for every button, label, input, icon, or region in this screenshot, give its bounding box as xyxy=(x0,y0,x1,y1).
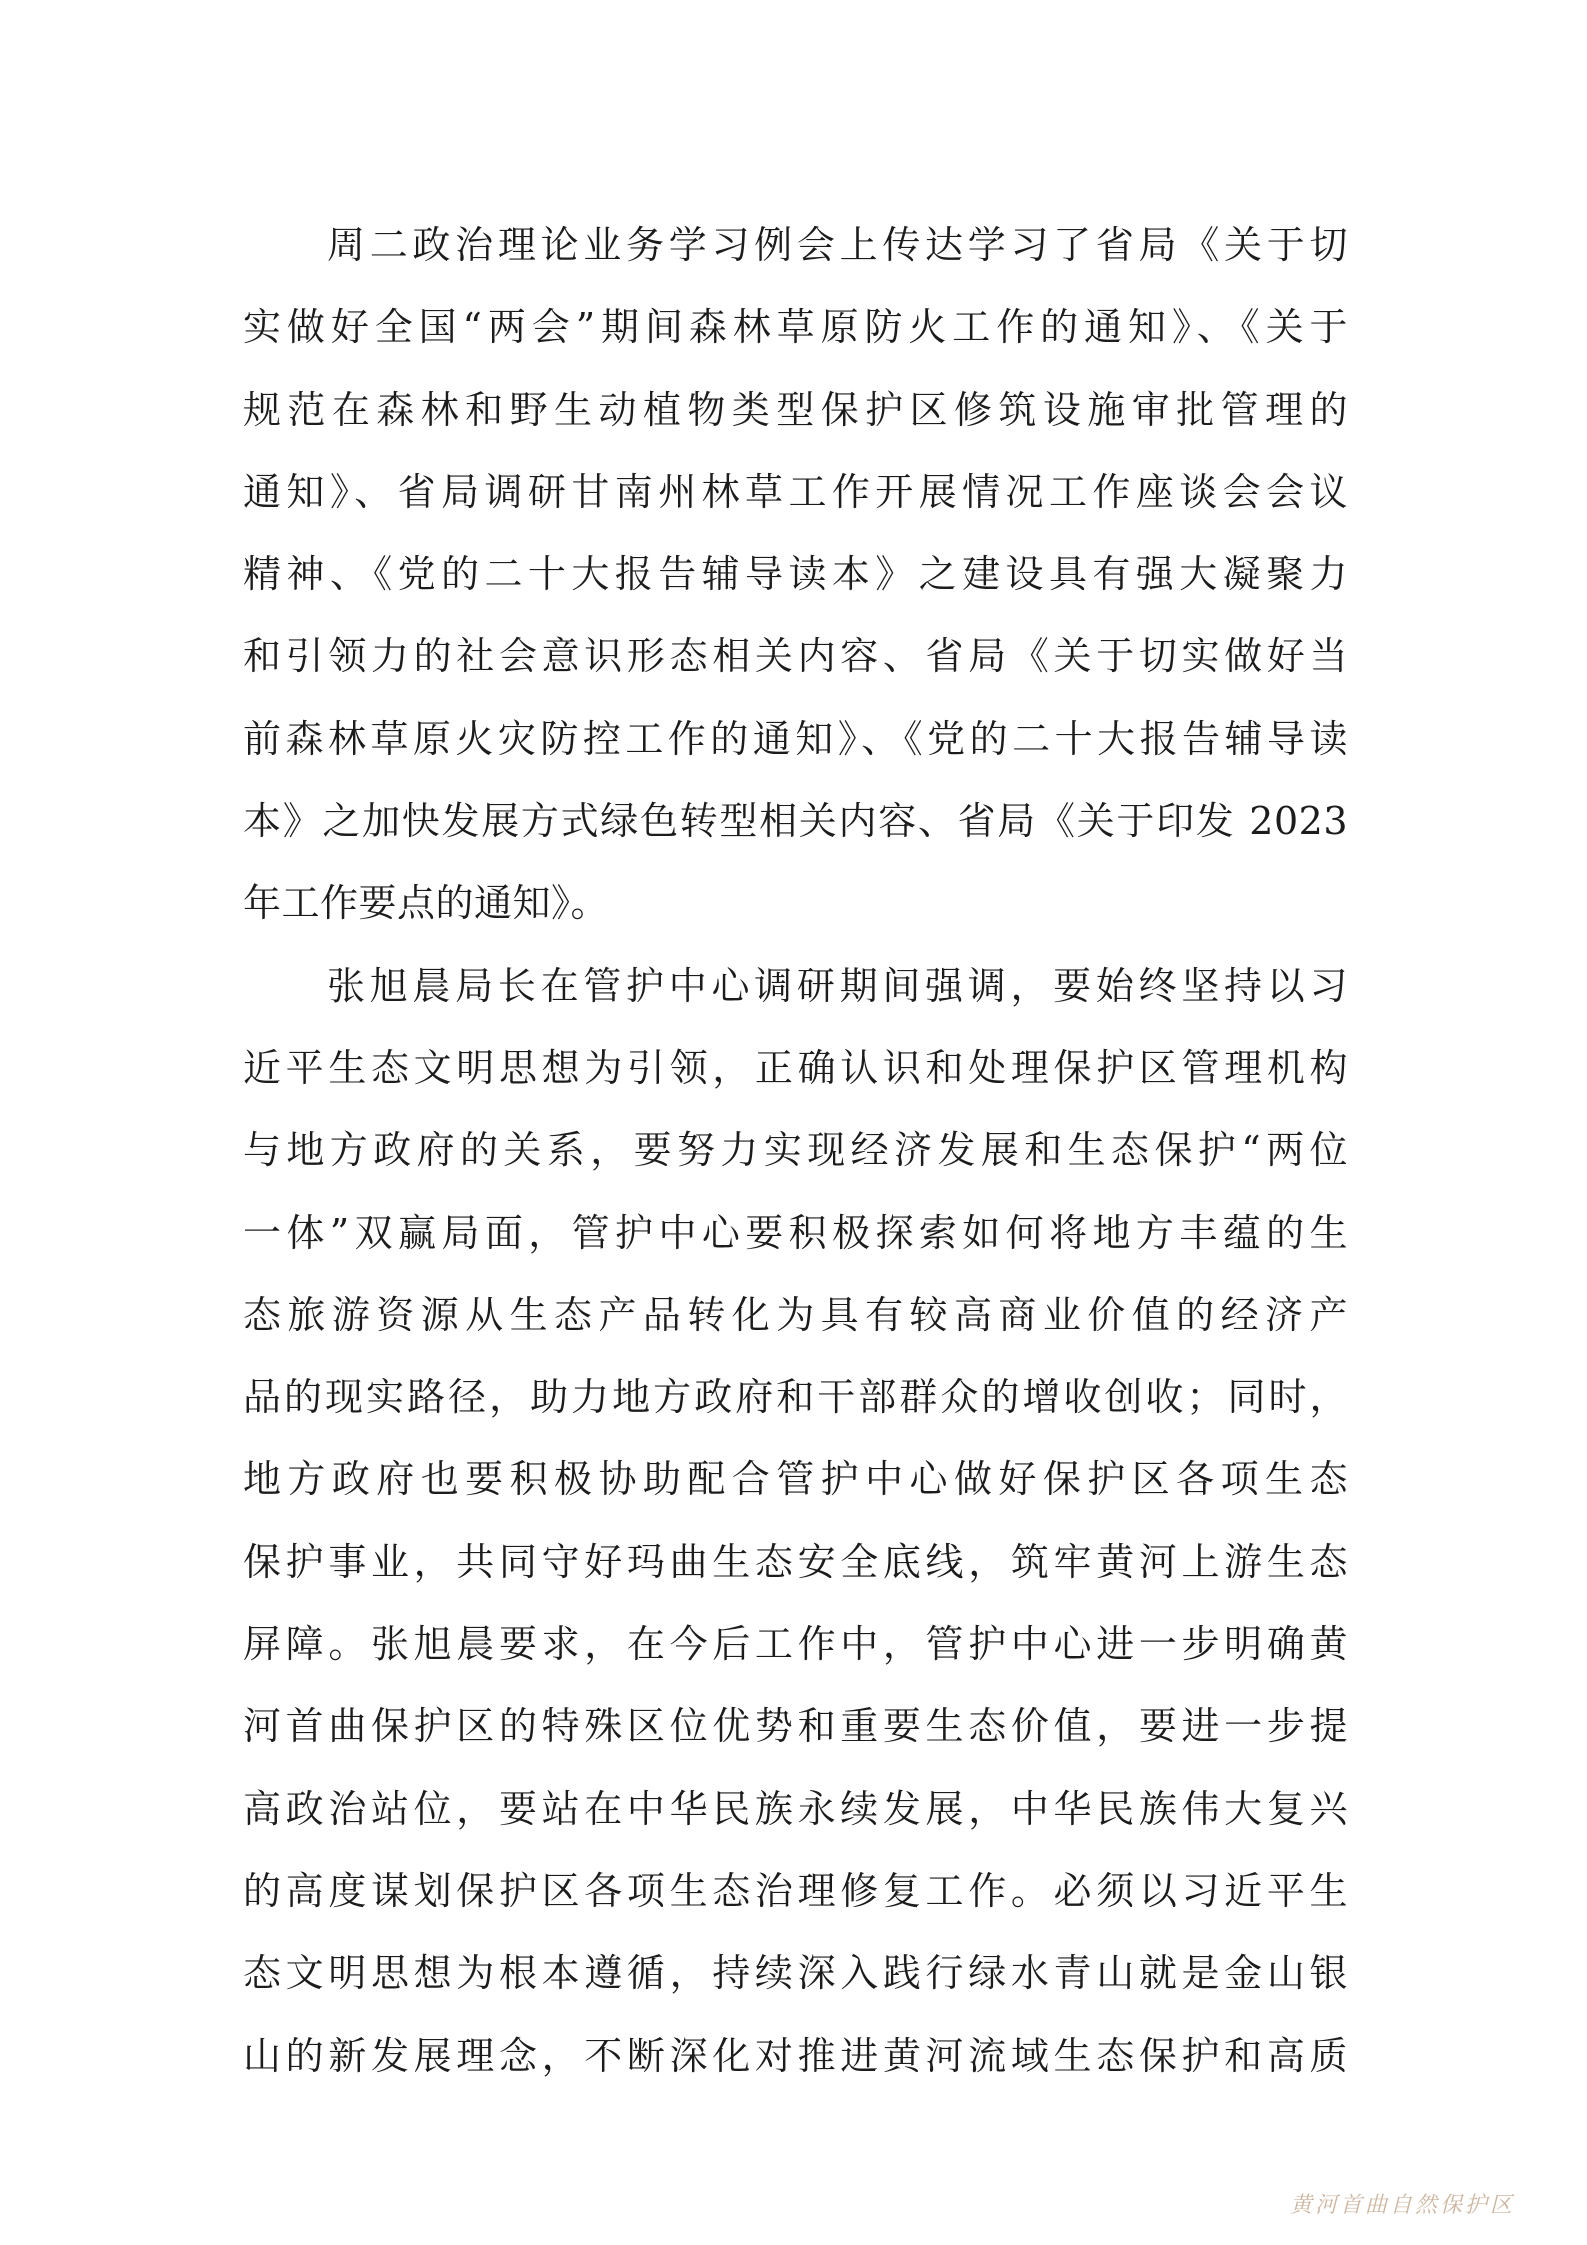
paragraph-line: 年工作要点的通知》。 xyxy=(243,881,610,926)
paragraph-line: 规范在森林和野生动植物类型保护区修筑设施审批管理的 xyxy=(243,387,1348,432)
paragraph-line: 态文明思想为根本遵循，持续深入践行绿水青山就是金山银 xyxy=(243,1951,1348,1996)
paragraph-line: 屏障。张旭晨要求，在今后工作中，管护中心进一步明确黄 xyxy=(243,1622,1348,1667)
paragraph-line: 品的现实路径，助力地方政府和干部群众的增收创收；同时， xyxy=(243,1375,1348,1420)
paragraph-line: 通知》、省局调研甘南州林草工作开展情况工作座谈会会议 xyxy=(243,469,1348,514)
paragraph-line: 与地方政府的关系，要努力实现经济发展和生态保护“两位 xyxy=(243,1128,1348,1173)
paragraph-line: 地方政府也要积极协助配合管护中心做好保护区各项生态 xyxy=(243,1457,1348,1502)
paragraph-line: 本》之加快发展方式绿色转型相关内容、省局《关于印发 2023 xyxy=(243,799,1348,844)
paragraph-line: 张旭晨局长在管护中心调研期间强调，要始终坚持以习 xyxy=(327,963,1348,1008)
paragraph-line: 和引领力的社会意识形态相关内容、省局《关于切实做好当 xyxy=(243,634,1348,679)
paragraph-2 xyxy=(243,945,1348,2097)
paragraph-line: 河首曲保护区的特殊区位优势和重要生态价值，要进一步提 xyxy=(243,1704,1348,1749)
paragraph-line: 一体”双赢局面，管护中心要积极探索如何将地方丰蕴的生 xyxy=(243,1210,1348,1255)
document-body xyxy=(243,204,1348,2097)
paragraph-line: 周二政治理论业务学习例会上传达学习了省局《关于切 xyxy=(327,223,1348,267)
paragraph-line: 实做好全国“两会”期间森林草原防火工作的通知》、《关于 xyxy=(243,305,1348,350)
paragraph-line: 前森林草原火灾防控工作的通知》、《党的二十大报告辅导读 xyxy=(243,716,1348,761)
paragraph-line: 态旅游资源从生态产品转化为具有较高商业价值的经济产 xyxy=(243,1292,1348,1337)
paragraph-line: 的高度谋划保护区各项生态治理修复工作。必须以习近平生 xyxy=(243,1868,1348,1913)
watermark: 黄河首曲自然保护区 xyxy=(1289,2193,1515,2218)
paragraph-line: 精神、《党的二十大报告辅导读本》之建设具有强大凝聚力 xyxy=(243,552,1348,597)
paragraph-1 xyxy=(243,204,1348,945)
paragraph-line: 近平生态文明思想为引领，正确认识和处理保护区管理机构 xyxy=(243,1045,1348,1090)
paragraph-line: 保护事业，共同守好玛曲生态安全底线，筑牢黄河上游生态 xyxy=(243,1539,1348,1584)
paragraph-line: 高政治站位，要站在中华民族永续发展，中华民族伟大复兴 xyxy=(243,1786,1348,1831)
paragraph-line: 山的新发展理念，不断深化对推进黄河流域生态保护和高质 xyxy=(243,2033,1348,2078)
